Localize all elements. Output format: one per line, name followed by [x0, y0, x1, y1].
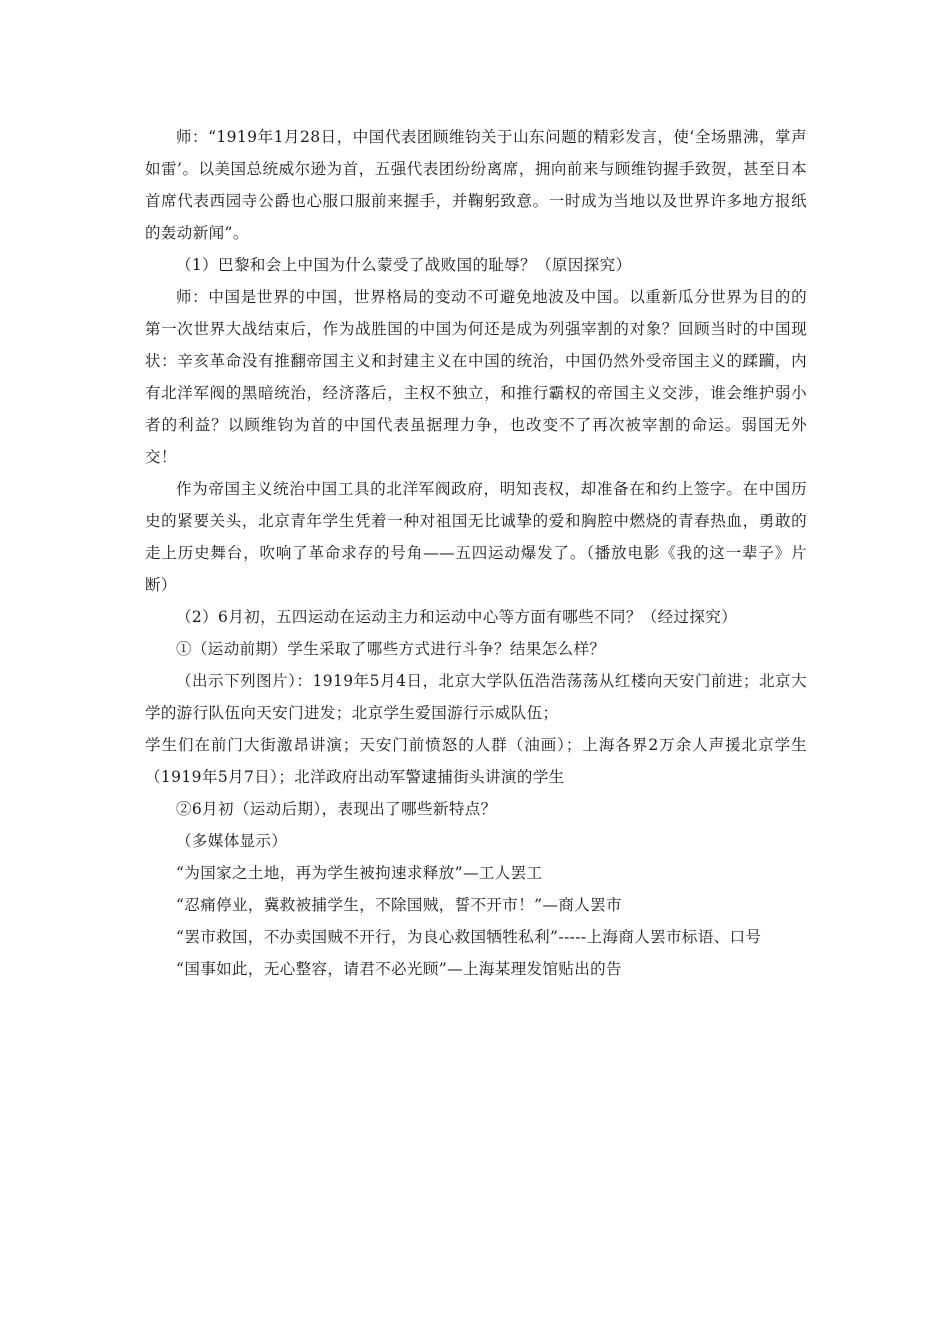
question-1-heading: （1）巴黎和会上中国为什么蒙受了战败国的耻辱？（原因探究）	[176, 256, 632, 274]
paragraph-teacher-analysis: 师：中国是世界的中国，世界格局的变动不可避免地波及中国。以重新瓜分世界为目的的第一次世界大战结束后，作为战胜国的中国为何还是成为列强宰割的对象？回顾当时的中国现状：辛亥革命没有推翻帝国主义和封建主义在中国的统治，中国仍然外受帝国主义的蹂躏，内有北洋军阀的黑暗统治，经济落后，主权不独立，和推行霸权的帝国主义交涉，谁会维护弱小者的利益？以顾维钧为首的中国代表虽据理力争，也改变不了再次被宰割的命运。弱国无外交！	[145, 288, 807, 466]
quote-workers-strike: “为国家之土地，再为学生被拘速求释放”—工人罢工	[176, 864, 543, 882]
paragraph-images-list: （出示下列图片）：1919年5月4日，北京大学队伍浩浩荡荡从红楼向天安门前进；北京大学的游行队伍向天安门进发；北京学生爱国游行示威队伍；	[145, 672, 807, 722]
sub-question-early-stage: ①（运动前期）学生采取了哪些方式进行斗争？结果怎么样？	[176, 640, 606, 658]
sub-question-late-stage: ②6月初（运动后期），表现出了哪些新特点？	[176, 800, 497, 818]
multimedia-label: （多媒体显示）	[176, 832, 288, 850]
document-body	[145, 121, 807, 985]
question-2-heading: （2）6月初，五四运动在运动主力和运动中心等方面有哪些不同？（经过探究）	[176, 608, 738, 626]
paragraph-may-fourth-outbreak: 作为帝国主义统治中国工具的北洋军阀政府，明知丧权，却准备在和约上签字。在中国历史的紧要关头，北京青年学生凭着一种对祖国无比诚挚的爱和胸腔中燃烧的青春热血，勇敢的走上历史舞台，吹响了革命求存的号角——五四运动爆发了。（播放电影《我的这一辈子》片断）	[145, 480, 807, 594]
paragraph-teacher-quote: 师：“1919年1月28日，中国代表团顾维钧关于山东问题的精彩发言，使‘全场鼎沸，掌声如雷’。以美国总统威尔逊为首，五强代表团纷纷离席，拥向前来与顾维钧握手致贺，甚至日本首席代表西园寺公爵也心服口服前来握手，并鞠躬致意。一时成为当地以及世界许多地方报纸的轰动新闻”。	[145, 128, 807, 242]
quote-barbershop-notice: “国事如此，无心整容，请君不必光顾”—上海某理发馆贴出的告	[176, 960, 622, 978]
quote-shanghai-slogan: “罢市救国，不办卖国贼不开行，为良心救国牺牲私利”-----上海商人罢市标语、口号	[176, 928, 762, 946]
paragraph-images-list-continued: 学生们在前门大街激昂讲演；天安门前愤怒的人群（油画）；上海各界2万余人声援北京学生（1919年5月7日）；北洋政府出动军警逮捕街头讲演的学生	[145, 736, 807, 786]
quote-merchants-strike: “忍痛停业，冀救被捕学生，不除国贼，誓不开市！”—商人罢市	[176, 896, 622, 914]
